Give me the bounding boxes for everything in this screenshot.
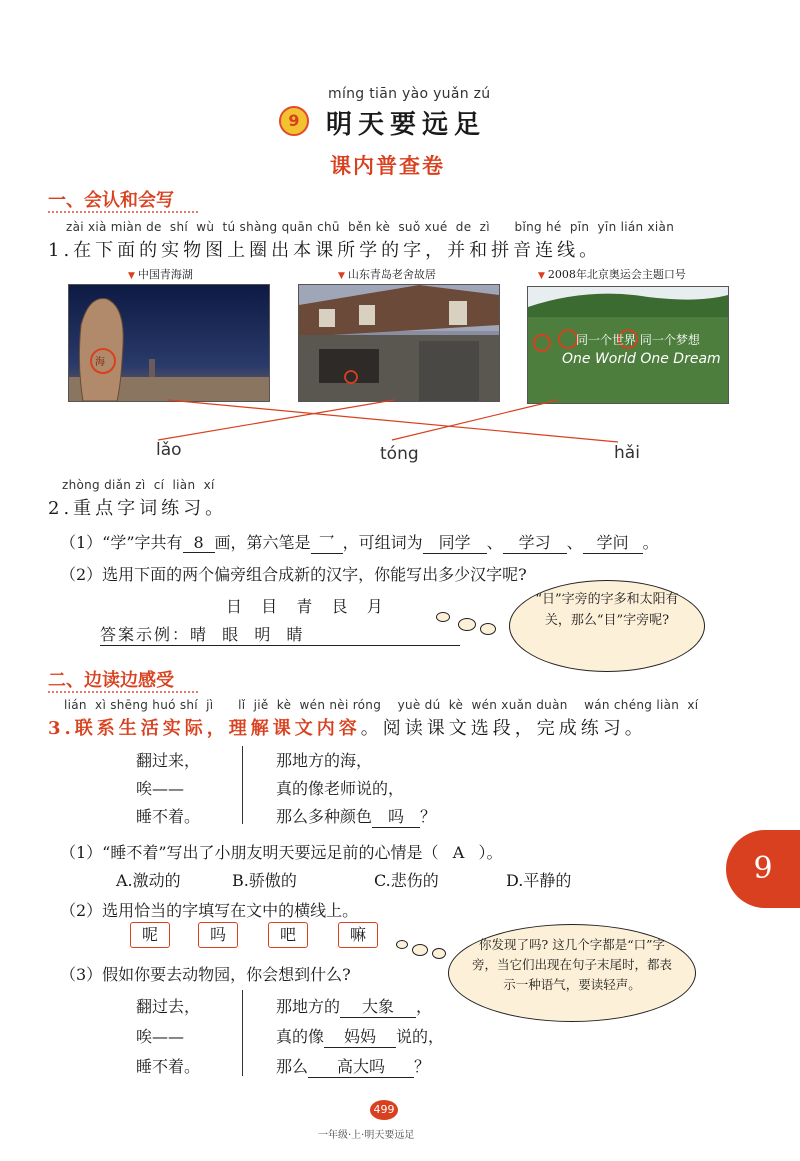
passage-right-2: 真的像老师说的，: [276, 779, 405, 798]
answer-left-3: 睡不着。: [136, 1057, 201, 1076]
passage-left-1: 翻过来，: [136, 751, 201, 770]
char-box-ne[interactable]: 呢: [130, 922, 170, 948]
section-heading-1: 一、会认和会写: [48, 190, 174, 211]
word-answer-1[interactable]: 同学: [423, 530, 487, 554]
q3-sub2: （2）选用恰当的字填写在文中的横线上。: [60, 901, 359, 920]
answer-blank-2[interactable]: 妈妈: [324, 1024, 396, 1048]
answer-blank-1[interactable]: 大象: [340, 994, 416, 1018]
passage-left-2: 唉——: [136, 779, 185, 798]
passage-left-3: 睡不着。: [136, 807, 201, 826]
match-line-lao: [158, 400, 394, 440]
lesson-number-badge: 9: [279, 106, 309, 136]
passage-blank-answer[interactable]: 吗: [372, 804, 420, 828]
option-d[interactable]: D.平静的: [506, 871, 572, 890]
section-rule-2: [48, 691, 198, 693]
thought-dot: [432, 948, 446, 959]
option-b[interactable]: B.骄傲的: [232, 871, 297, 890]
radicals-list: 日 目 青 艮 月: [226, 597, 386, 616]
answer-right-1: 那地方的 大象 ，: [276, 994, 432, 1018]
page-subtitle: 课内普查卷: [330, 153, 445, 178]
pinyin-option-lao[interactable]: lǎo: [156, 440, 182, 460]
q1-pinyin: zài xià miàn de shí wù tú shàng quān chū běn kè suǒ xué de zì bǐng hé pīn yīn lián xiàn: [66, 220, 675, 234]
page-number: 499: [370, 1100, 398, 1120]
page-title: 明天要远足: [326, 110, 487, 140]
q3-sub1: （1）“睡不着”写出了小朋友明天要远足前的心情是（ A ）。: [60, 843, 503, 862]
option-c[interactable]: C.悲伤的: [374, 871, 439, 890]
thought-dot: [396, 940, 408, 949]
word-answer-3[interactable]: 学问: [583, 530, 643, 554]
q1-text: 1.在下面的实物图上圈出本课所学的字，并和拼音连线。: [48, 240, 602, 261]
slogan-english: One World One Dream: [562, 351, 721, 367]
answer-blank-3[interactable]: 高大吗: [308, 1054, 414, 1078]
passage-divider: [242, 746, 243, 824]
passage-right-1: 那地方的海，: [276, 751, 373, 770]
q3-sub3: （3）假如你要去动物园，你会想到什么?: [60, 965, 351, 984]
q2-text: 2.重点字词练习。: [48, 498, 228, 519]
hint-bubble-2: 你发现了吗? 这几个字都是“口”字旁，当它们出现在句子末尾时，都表示一种语气，要读轻声。: [448, 924, 696, 1022]
char-box-ba[interactable]: 吧: [268, 922, 308, 948]
svg-text:海: 海: [95, 357, 105, 368]
q2-sub1: （1）“学”字共有 8 画，第六笔是 乛 ，可组词为 同学 、 学习 、 学问 。: [60, 530, 659, 554]
sixth-stroke-answer[interactable]: 乛: [311, 530, 343, 554]
word-answer-2[interactable]: 学习: [503, 530, 567, 554]
answer-right-2: 真的像 妈妈 说的，: [276, 1024, 444, 1048]
answer-left-1: 翻过去，: [136, 997, 201, 1016]
char-box-ma[interactable]: 吗: [198, 922, 238, 948]
match-line-hai: [168, 400, 618, 442]
thought-dot: [458, 618, 476, 631]
chapter-tab[interactable]: 9: [726, 830, 800, 908]
answer-divider: [242, 990, 243, 1076]
mood-answer[interactable]: A: [452, 843, 465, 862]
matching-lines: [0, 0, 800, 470]
radicals-answer[interactable]: 答案示例：晴 眼 明 睛: [100, 622, 460, 646]
answer-left-2: 唉——: [136, 1027, 185, 1046]
char-box-ma2[interactable]: 嘛: [338, 922, 378, 948]
section-heading-2: 二、边读边感受: [48, 670, 174, 691]
thought-dot: [412, 944, 428, 956]
q2-sub2: （2）选用下面的两个偏旁组合成新的汉字，你能写出多少汉字呢?: [60, 565, 527, 584]
footer-breadcrumb: 一年级·上·明天要远足: [318, 1130, 415, 1141]
passage-right-3: 那么多种颜色 吗 ？: [276, 804, 436, 828]
image-caption-3: ▼ 2008年北京奥运会主题口号: [538, 268, 686, 281]
q3-pinyin: lián xì shēng huó shí jì lǐ jiě kè wén nèi róng yuè dú kè wén xuǎn duàn wán chéng liàn xí: [64, 698, 699, 712]
thought-dot: [480, 623, 496, 635]
stroke-count-answer[interactable]: 8: [183, 533, 215, 553]
title-pinyin: míng tiān yào yuǎn zú: [328, 86, 491, 102]
pinyin-option-tong[interactable]: tóng: [380, 444, 419, 464]
image-caption-2: ▼ 山东青岛老舍故居: [338, 268, 436, 281]
slogan-chinese: 同一个世界 同一个梦想: [576, 333, 700, 347]
image-caption-1: ▼ 中国青海湖: [128, 268, 193, 281]
pinyin-option-hai[interactable]: hǎi: [614, 443, 640, 463]
q2-pinyin: zhòng diǎn zì cí liàn xí: [62, 478, 215, 492]
hint-bubble-1: “日”字旁的字多和太阳有关，那么“目”字旁呢?: [509, 580, 705, 672]
option-a[interactable]: A.激动的: [116, 871, 181, 890]
answer-right-3: 那么 高大吗 ？: [276, 1054, 430, 1078]
q3-text: 3.联系生活实际，理解课文内容。阅读课文选段，完成练习。: [48, 718, 647, 739]
thought-dot: [436, 612, 450, 622]
